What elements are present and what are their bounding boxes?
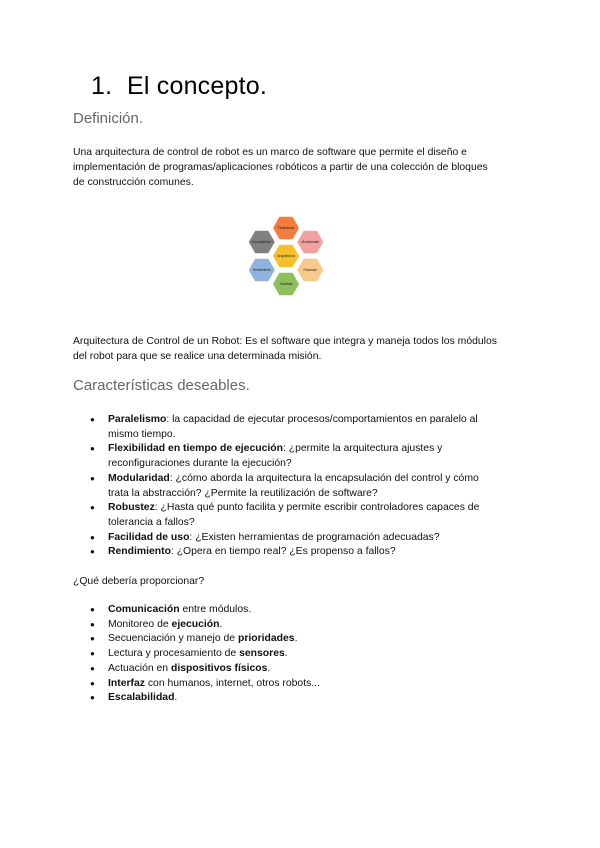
item-post: con humanos, internet, otros robots...	[144, 677, 320, 689]
heading-title: El concepto.	[127, 72, 267, 100]
diagram-node-label: Paralelismo	[277, 226, 295, 230]
heading-number: 1.	[91, 72, 113, 100]
list-item	[73, 442, 479, 471]
architecture-diagram	[236, 210, 336, 302]
item-bold: sensores	[239, 648, 285, 660]
diagram-node-label: Rendimiento	[252, 268, 271, 272]
bullet-icon: ●	[90, 503, 95, 513]
item-post: entre módulos.	[179, 604, 252, 615]
list-item	[73, 662, 320, 677]
list-item	[73, 531, 479, 546]
diagram-node-label: Modularidad	[301, 240, 320, 244]
pregunta-paragraph	[73, 574, 533, 589]
diagram-node-label: Escalabilidad	[252, 240, 272, 244]
list-item	[73, 618, 320, 633]
item-continuation: tolerancia a fallos?	[108, 516, 195, 528]
item-pre: Actuación en	[108, 662, 171, 674]
paragraph-line: ¿Qué debería proporcionar?	[73, 576, 205, 587]
diagram-node-label: Facilidad	[279, 282, 293, 286]
list-item	[73, 501, 479, 530]
list-item	[73, 545, 479, 560]
list-item	[73, 691, 320, 706]
paragraph-line: Arquitectura de Control de un Robot: Es el software que integra y maneja todos los módulos	[73, 336, 497, 347]
item-pre: Monitoreo de	[108, 618, 172, 630]
item-bold: Interfaz	[108, 677, 145, 689]
bullet-icon: ●	[90, 532, 95, 542]
proporcionar-list	[73, 603, 320, 706]
item-post: .	[174, 692, 178, 704]
item-continuation: reconfiguraciones durante la ejecución?	[108, 458, 292, 470]
item-post: .	[294, 633, 298, 645]
bullet-icon: ●	[90, 444, 95, 454]
bullet-icon: ●	[90, 415, 95, 424]
item-text: : ¿Hasta qué punto facilita y permite escribir controladores capaces de	[154, 502, 480, 514]
item-continuation: trata la abstracción? ¿Permite la reutilización de software?	[108, 487, 378, 499]
list-item	[73, 632, 320, 647]
list-item	[73, 472, 479, 501]
item-pre: Lectura y procesamiento de	[108, 648, 240, 660]
bullet-icon: ●	[90, 663, 95, 673]
paragraph-line: implementación de programas/aplicaciones robóticos a partir de una colección de bloques	[73, 162, 488, 173]
list-item	[73, 603, 320, 618]
paragraph-line: Una arquitectura de control de robot es un marco de software que permite el diseño e	[73, 147, 467, 158]
section-heading	[91, 72, 267, 101]
bullet-icon: ●	[90, 547, 95, 557]
arquitectura-paragraph	[73, 334, 533, 364]
item-bold: Comunicación	[108, 604, 180, 615]
paragraph-line: de construcción comunes.	[73, 177, 194, 188]
caracteristicas-title: Características deseables.	[73, 377, 250, 394]
bullet-icon: ●	[90, 605, 95, 614]
caracteristicas-list	[73, 413, 479, 560]
item-text: : la capacidad de ejecutar procesos/comportamientos en paralelo al	[166, 414, 478, 425]
definicion-title: Definición.	[73, 110, 144, 127]
paragraph-line: del robot para que se realice una determinada misión.	[73, 351, 322, 362]
definicion-paragraph	[73, 145, 533, 190]
item-bold: Robustez	[108, 502, 155, 514]
list-item	[73, 413, 479, 442]
item-bold: Rendimiento	[108, 546, 171, 558]
bullet-icon: ●	[90, 693, 95, 703]
bullet-icon: ●	[90, 678, 95, 688]
item-text: : ¿Opera en tiempo real? ¿Es propenso a fallos?	[170, 546, 396, 558]
item-text: : ¿Existen herramientas de programación adecuadas?	[189, 531, 440, 543]
item-bold: Escalabilidad	[108, 692, 175, 704]
item-bold: prioridades	[237, 633, 295, 645]
bullet-icon: ●	[90, 619, 95, 629]
item-bold: dispositivos físicos	[170, 662, 268, 674]
item-bold: Paralelismo	[108, 414, 167, 425]
diagram-center-node-label: Arquitectura	[277, 254, 295, 258]
item-post: .	[219, 618, 223, 630]
bullet-icon: ●	[90, 649, 95, 659]
diagram-node-label: Robustez	[303, 268, 317, 272]
item-bold: Modularidad	[108, 472, 170, 484]
item-text: : ¿cómo aborda la arquitectura la encapsulación del control y cómo	[169, 472, 479, 484]
item-continuation: mismo tiempo.	[108, 428, 176, 440]
item-bold: ejecución	[171, 618, 220, 630]
item-post: .	[267, 662, 271, 674]
bullet-icon: ●	[90, 634, 95, 644]
list-item	[73, 647, 320, 662]
bullet-icon: ●	[90, 473, 95, 483]
list-item	[73, 677, 320, 692]
item-post: .	[284, 648, 288, 660]
item-text: : ¿permite la arquitectura ajustes y	[282, 443, 443, 455]
item-pre: Secuenciación y manejo de	[108, 633, 238, 645]
item-bold: Facilidad de uso	[108, 531, 190, 543]
item-bold: Flexibilidad en tiempo de ejecución	[108, 443, 283, 455]
